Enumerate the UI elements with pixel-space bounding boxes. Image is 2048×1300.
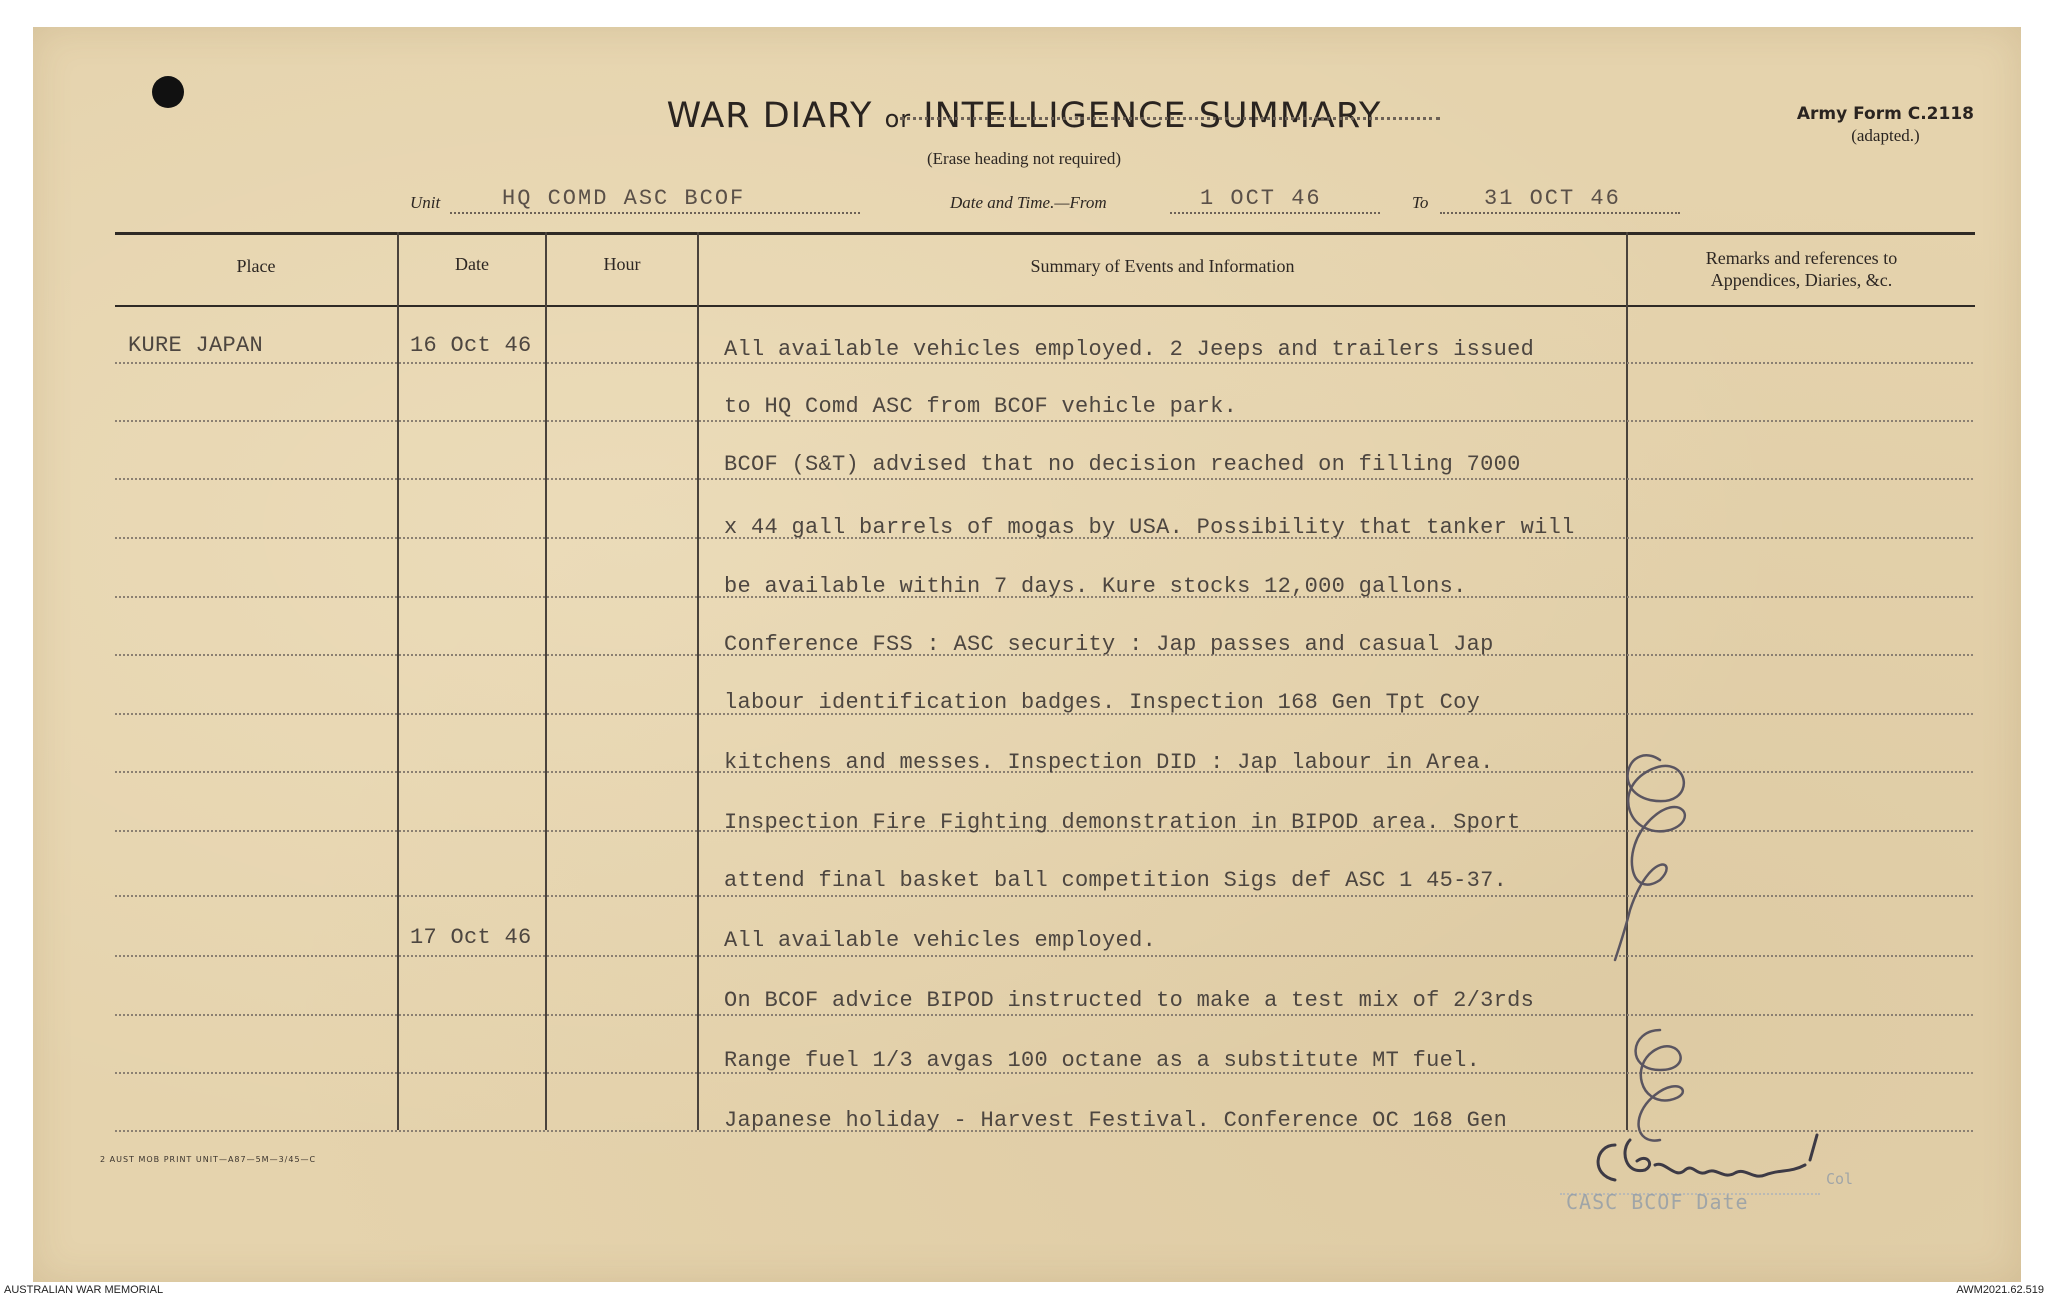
office-stamp: CASC BCOF Date <box>1566 1190 1749 1214</box>
ruled-line <box>115 420 1973 422</box>
ruled-line <box>115 478 1973 480</box>
handwritten-signature <box>1585 1125 1845 1195</box>
table-top-rule <box>115 232 1975 235</box>
summary-line: labour identification badges. Inspection 168 Gen Tpt Coy <box>724 690 1481 715</box>
from-dotline <box>1170 212 1380 214</box>
date-label: Date and Time.—From <box>950 193 1107 212</box>
summary-line: Range fuel 1/3 avgas 100 octane as a substitute MT fuel. <box>724 1048 1481 1073</box>
remarks-header-line-2: Appendices, Diaries, &c. <box>1710 270 1893 290</box>
summary-line: BCOF (S&T) advised that no decision reached on filling 7000 <box>724 452 1521 477</box>
entry-date-16oct: 16 Oct 46 <box>410 333 532 358</box>
summary-line: Japanese holiday - Harvest Festival. Conference OC 168 Gen <box>724 1108 1508 1133</box>
form-title <box>0 96 2048 136</box>
ruled-line <box>115 362 1973 364</box>
column-divider-hour <box>697 232 699 1130</box>
unit-value: HQ COMD ASC BCOF <box>502 186 746 211</box>
summary-line: be available within 7 days. Kure stocks 12,000 gallons. <box>724 574 1467 599</box>
summary-line: On BCOF advice BIPOD instructed to make a test mix of 2/3rds <box>724 988 1535 1013</box>
column-header-place: Place <box>236 256 276 276</box>
to-label: To <box>1412 193 1429 212</box>
printer-imprint: 2 AUST MOB PRINT UNIT—A87—5M—3/45—C <box>100 1155 317 1164</box>
summary-line: attend final basket ball competition Sigs def ASC 1 45-37. <box>724 868 1508 893</box>
column-header-date: Date <box>455 254 489 274</box>
remarks-header-line-1: Remarks and references to <box>1705 248 1898 268</box>
summary-line: kitchens and messes. Inspection DID : Jap labour in Area. <box>724 750 1494 775</box>
summary-line: Inspection Fire Fighting demonstration in BIPOD area. Sport <box>724 810 1521 835</box>
title-second: INTELLIGENCE SUMMARY <box>923 96 1382 136</box>
to-dotline <box>1440 212 1680 214</box>
column-divider-date <box>545 232 547 1130</box>
handwritten-initials-1 <box>1590 730 1720 970</box>
form-note: (adapted.) <box>1851 126 1920 145</box>
entry-date-17oct: 17 Oct 46 <box>410 925 532 950</box>
column-header-summary: Summary of Events and Information <box>1030 256 1295 276</box>
ruled-line <box>115 1014 1973 1016</box>
table-header-rule <box>115 305 1975 307</box>
unit-label: Unit <box>410 193 441 212</box>
title-main: WAR DIARY <box>666 96 873 136</box>
from-value: 1 OCT 46 <box>1200 186 1322 211</box>
summary-line: All available vehicles employed. <box>724 928 1157 953</box>
column-divider-summary <box>1626 232 1628 1130</box>
summary-line: All available vehicles employed. 2 Jeeps and trailers issued <box>724 337 1535 362</box>
army-form-number <box>1797 104 1974 146</box>
column-header-remarks <box>1628 247 1975 291</box>
summary-line: to HQ Comd ASC from BCOF vehicle park. <box>724 394 1238 419</box>
entry-place: KURE JAPAN <box>128 333 264 358</box>
column-divider-place <box>397 232 399 1130</box>
form-subtitle: (Erase heading not required) <box>927 149 1121 168</box>
caption-left: AUSTRALIAN WAR MEMORIAL <box>4 1284 164 1296</box>
summary-line: x 44 gall barrels of mogas by USA. Possibility that tanker will <box>724 515 1575 540</box>
unit-dotline <box>450 212 860 214</box>
title-or: or <box>884 105 912 133</box>
to-value: 31 OCT 46 <box>1484 186 1621 211</box>
summary-line: Conference FSS : ASC security : Jap passes and casual Jap <box>724 632 1494 657</box>
form-number: Army Form C.2118 <box>1796 104 1974 124</box>
title-strikeout <box>900 117 1440 120</box>
caption-right: AWM2021.62.519 <box>1956 1284 2044 1296</box>
stamp-col: Col <box>1826 1170 1854 1188</box>
column-header-hour: Hour <box>603 254 641 274</box>
